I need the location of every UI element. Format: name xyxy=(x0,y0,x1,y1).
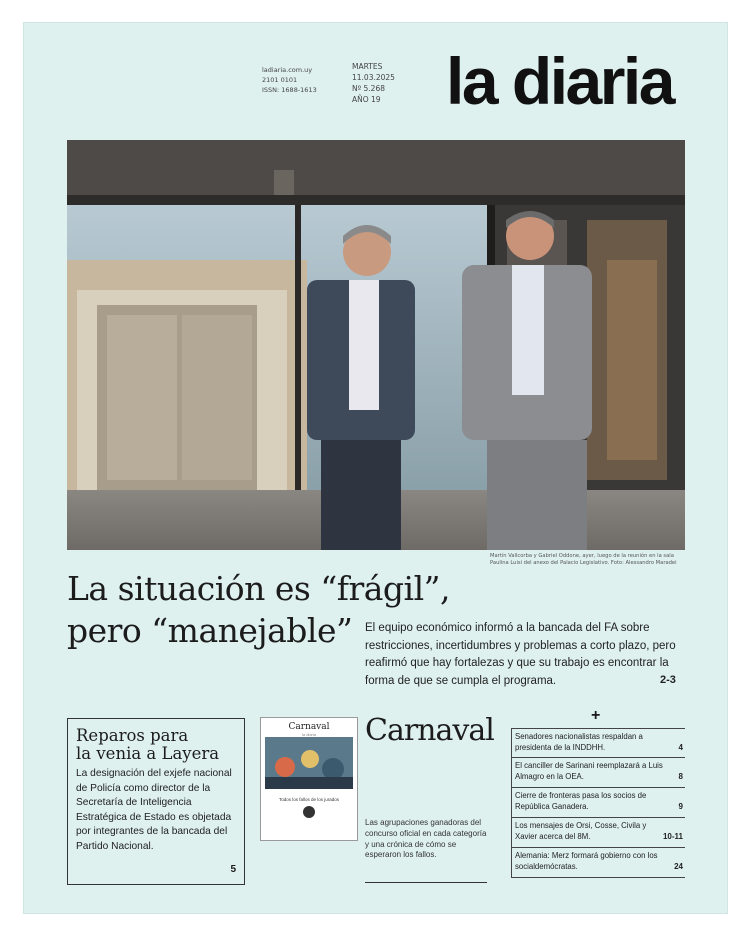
box-story-title xyxy=(76,727,236,763)
masthead-meta-right xyxy=(352,61,395,105)
newspaper-logo[interactable]: la diaria xyxy=(446,44,673,118)
meta-line: ladiaria.com.uy xyxy=(262,66,313,74)
plus-icon: + xyxy=(591,707,601,724)
meta-date: 11.03.2025 xyxy=(352,73,395,82)
meta-year: AÑO 19 xyxy=(352,95,381,104)
photo-caption: Martín Vallcorba y Gabriel Oddone, ayer, luego de la reunión en la sala Paulina Luisi del anexo del Palacio Legislativo. Foto: Alessandro Maradei xyxy=(490,553,677,566)
index-item-page: 8 xyxy=(678,772,683,781)
index-list xyxy=(511,728,685,878)
main-page-ref: 2-3 xyxy=(660,674,676,686)
divider xyxy=(511,818,512,847)
main-lede: El equipo económico informó a la bancada del FA sobre restricciones, incertidumbres y problemas a corto plazo, pero reafirmó que hay fortalezas y que su trabajo es encontrar la forma de que se cumpla el programa. xyxy=(365,622,676,687)
meta-line: ISSN: 1688-1613 xyxy=(262,86,317,94)
box-story[interactable] xyxy=(67,718,245,885)
magazine-badge-icon xyxy=(303,806,315,818)
magazine-subtitle: la diaria xyxy=(301,732,316,737)
title-line: Reparos para xyxy=(76,726,189,745)
meta-day: MARTES xyxy=(352,62,383,71)
carnaval-title[interactable]: Carnaval xyxy=(365,713,494,748)
index-item[interactable] xyxy=(511,818,685,848)
index-item-page: 10-11 xyxy=(662,832,683,841)
index-item[interactable] xyxy=(511,728,685,758)
index-item-text: El canciller de Sarinani reemplazará a Luis Almagro en la OEA. xyxy=(515,761,663,781)
main-photo xyxy=(67,140,685,550)
meta-issue: Nº 5.268 xyxy=(352,84,385,93)
masthead-meta-left xyxy=(262,65,317,95)
box-story-text: La designación del exjefe nacional de Policía como director de la Secretaría de Inteligencia Estratégica de Estado es objetada por integrantes de la bancada del Partido Nacional. xyxy=(76,768,232,852)
front-page xyxy=(23,22,728,914)
index-item-page: 9 xyxy=(678,802,683,811)
divider xyxy=(511,729,512,757)
magazine-cover-image xyxy=(265,737,353,789)
divider xyxy=(511,758,512,787)
index-item-text: Cierre de fronteras pasa los socios de República Ganadera. xyxy=(515,791,647,811)
meta-line: 2101 0101 xyxy=(262,76,298,84)
divider xyxy=(365,882,487,883)
divider xyxy=(511,788,512,817)
index-item-text: Senadores nacionalistas respaldan a presidenta de la INDDHH. xyxy=(515,732,643,752)
divider xyxy=(511,848,512,877)
index-item[interactable] xyxy=(511,848,685,878)
title-line: la venia a Layera xyxy=(76,744,220,763)
carnaval-text: Las agrupaciones ganadoras del concurso oficial en cada categoría y una crónica de cómo se esperaron los fallos. xyxy=(365,818,487,860)
magazine-title: Carnaval xyxy=(288,722,330,732)
index-item[interactable] xyxy=(511,788,685,818)
index-item-page: 4 xyxy=(678,743,683,752)
index-item-text: Los mensajes de Orsi, Cosse, Civila y Xavier acerca del 8M. xyxy=(515,821,647,841)
headline-line: La situación es “frágil”, xyxy=(67,569,450,608)
index-item-text: Alemania: Merz formará gobierno con los socialdemócratas. xyxy=(515,851,658,871)
magazine-caption: Todos los fallos de los jurados xyxy=(278,797,340,802)
index-item-page: 24 xyxy=(674,862,683,871)
magazine-thumbnail[interactable] xyxy=(260,717,358,841)
index-item[interactable] xyxy=(511,758,685,788)
headline-line: pero “manejable” xyxy=(67,611,353,650)
box-story-page: 5 xyxy=(230,864,236,875)
